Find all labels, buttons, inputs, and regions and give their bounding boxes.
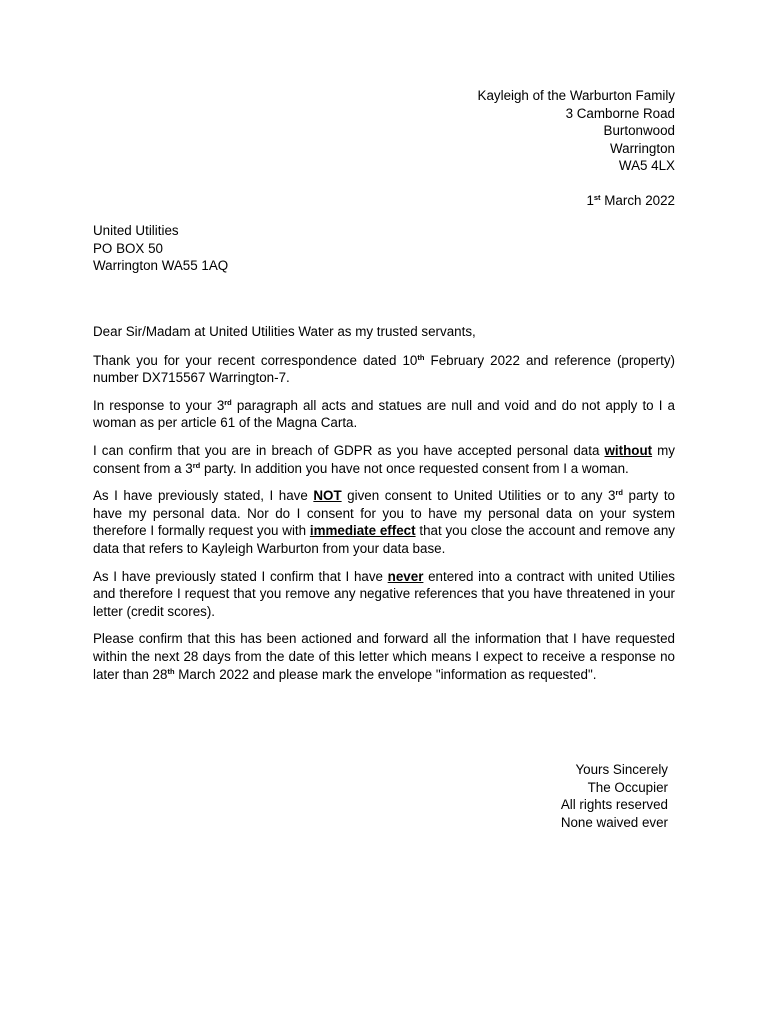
paragraph-1-text-a: Thank you for your recent correspondence dated 10: [93, 352, 418, 368]
paragraph-5-text-b: entered into a contract with united Utilies and therefore I request that you remove any negative references that you have threatened in your letter (credit scores).: [93, 568, 676, 619]
recipient-name: United Utilities: [93, 223, 179, 238]
recipient-address-line1: PO BOX 50: [93, 240, 163, 256]
ordinal-suffix: rd: [224, 397, 232, 407]
sender-name: Kayleigh of the Warburton Family: [477, 88, 675, 103]
ordinal-suffix: rd: [615, 488, 623, 498]
sender-address-line2: Burtonwood: [603, 123, 675, 139]
paragraph-2-text-b: paragraph all acts and statues are null and void and do not apply to I a woman as per article 61 of the Magna Carta.: [93, 397, 675, 431]
ordinal-suffix: rd: [192, 460, 201, 470]
paragraph-1-text-b: February 2022 and reference (property) number DX715567 Warrington-7.: [93, 352, 675, 386]
paragraph-5: [93, 568, 675, 621]
closing-line4: None waived ever: [560, 814, 668, 830]
date-suffix: st: [593, 193, 601, 202]
recipient-address: [93, 222, 228, 275]
letter-date: [586, 192, 675, 210]
paragraph-4-text-b: given consent to United Utilities or to any 3: [341, 488, 616, 504]
ordinal-suffix: th: [167, 666, 175, 676]
paragraph-6: [93, 630, 675, 683]
letter-body: [93, 323, 675, 693]
paragraph-1: [93, 352, 675, 387]
closing-line3: All rights reserved: [560, 797, 668, 813]
paragraph-5-text-a: As I have previously stated I confirm that I have: [93, 568, 388, 584]
paragraph-4-text-d: that you close the account and remove any data that refers to Kayleigh Warburton from your data base.: [93, 523, 676, 556]
date-rest: March 2022: [600, 193, 675, 208]
closing-line1: Yours Sincerely: [575, 762, 668, 777]
paragraph-6-text-b: March 2022 and please mark the envelope "information as requested".: [174, 666, 597, 682]
paragraph-6-text-a: Please confirm that this has been actioned and forward all the information that I have requested within the next 28 days from the date of this letter which means I expect to receive a response no later than 28: [93, 631, 675, 682]
paragraph-3: [93, 442, 675, 477]
ordinal-suffix: th: [417, 352, 425, 362]
paragraph-2-text-a: In response to your 3: [93, 397, 225, 413]
recipient-address-line2: Warrington WA55 1AQ: [93, 258, 229, 274]
paragraph-3-text-c: party. In addition you have not once requested consent from I a woman.: [200, 460, 629, 476]
paragraph-3-text-a: I can confirm that you are in breach of GDPR as you have accepted personal data: [93, 442, 605, 458]
emphasis-never: never: [387, 568, 424, 584]
paragraph-3-text-b: my consent from a 3: [93, 442, 676, 476]
emphasis-not: NOT: [313, 488, 342, 504]
letter-closing: [561, 761, 668, 831]
emphasis-immediate-effect: immediate effect: [309, 523, 416, 539]
emphasis-without: without: [604, 442, 653, 458]
sender-address-line1: 3 Camborne Road: [565, 105, 675, 121]
sender-address: [478, 87, 675, 175]
paragraph-4-text-c: party to have my personal data. Nor do I consent for you to have my personal data on your system therefore I formally request you with: [93, 488, 675, 539]
paragraph-4: [93, 487, 675, 557]
sender-postcode: WA5 4LX: [618, 158, 675, 174]
closing-line2: The Occupier: [587, 779, 668, 795]
paragraph-2: [93, 397, 675, 432]
salutation: Dear Sir/Madam at United Utilities Water as my trusted servants,: [93, 324, 476, 339]
paragraph-4-text-a: As I have previously stated, I have: [93, 488, 314, 504]
date-day: 1: [586, 193, 594, 208]
sender-address-line3: Warrington: [610, 140, 675, 156]
